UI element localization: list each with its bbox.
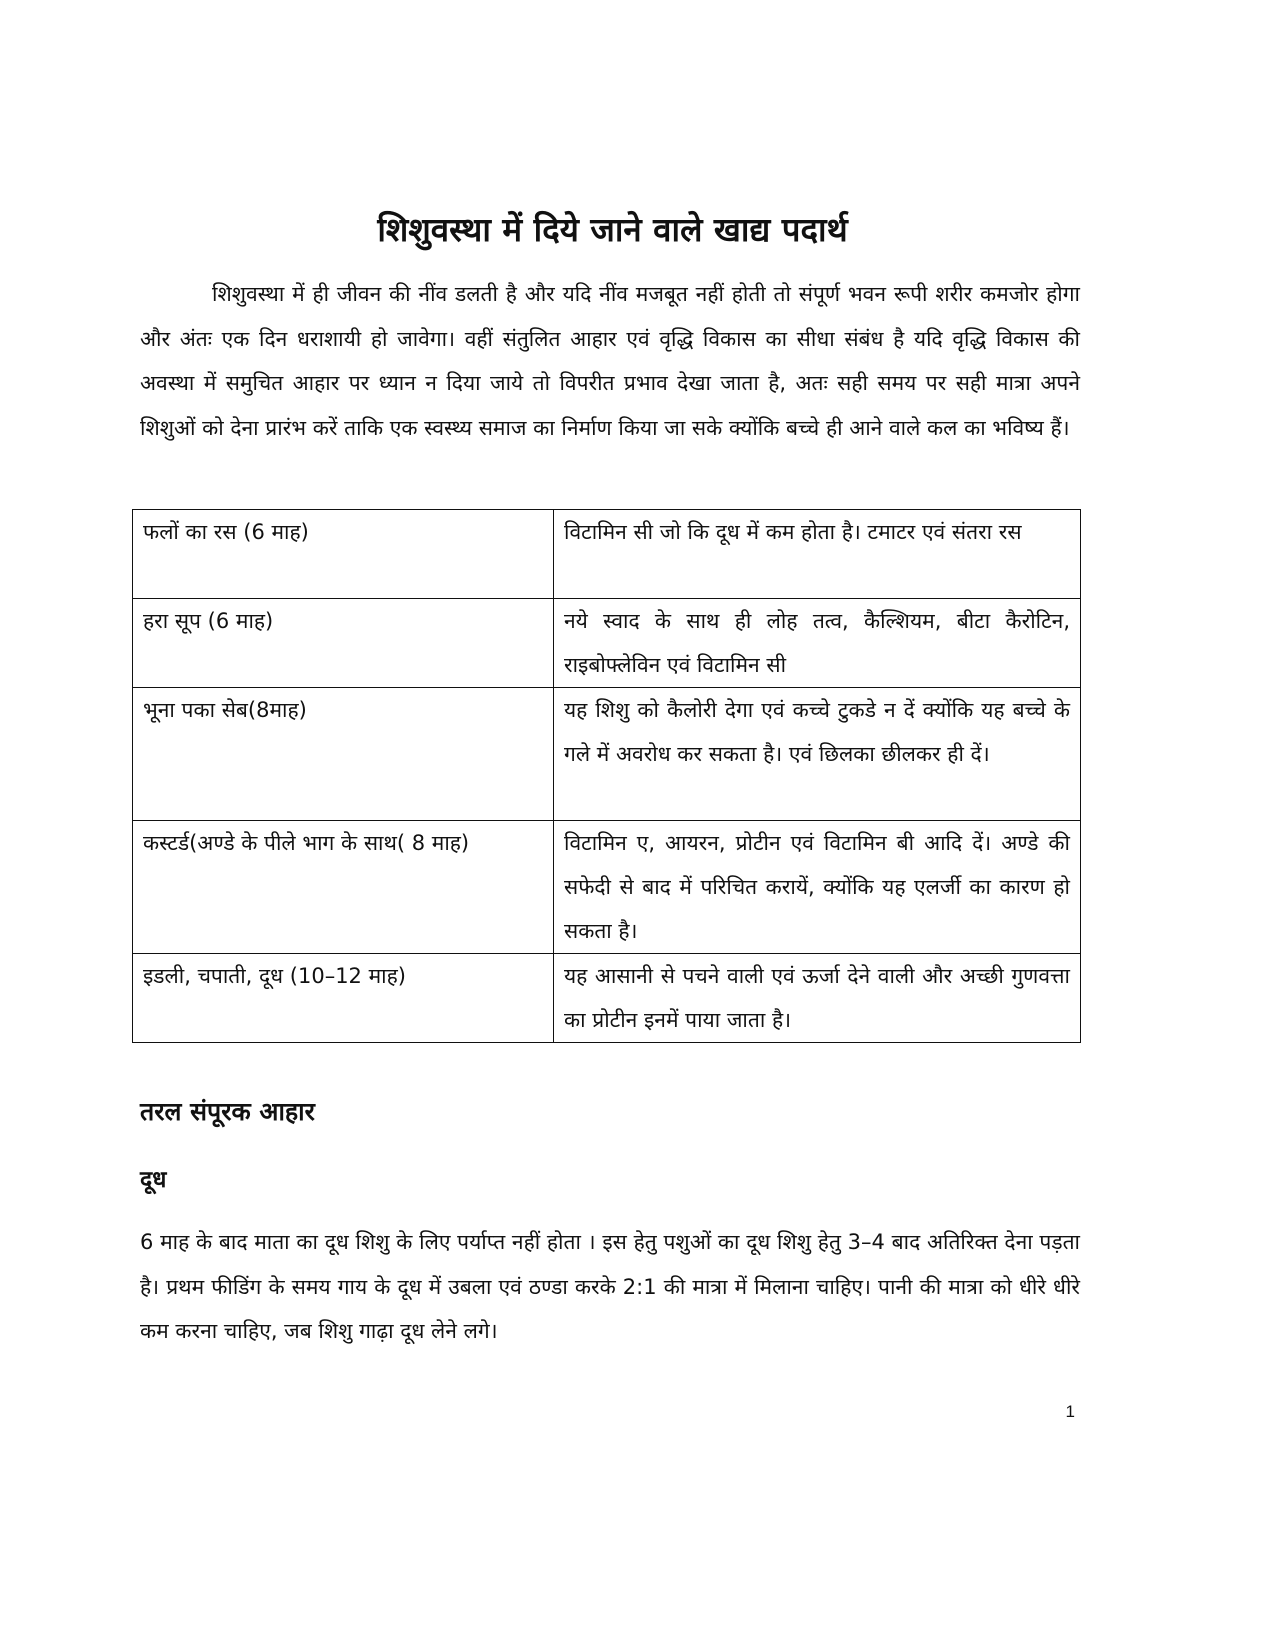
food-description-cell: विटामिन सी जो कि दूध में कम होता है। टमाटर एवं संतरा रस (554, 510, 1081, 599)
table-row (133, 688, 1081, 821)
page-title: शिशुवस्था में दिये जाने वाले खाद्य पदार्थ (377, 210, 848, 249)
food-item-cell: इडली, चपाती, दूध (10–12 माह) (133, 954, 554, 1043)
food-item-cell: हरा सूप (6 माह) (133, 599, 554, 688)
food-description-cell: विटामिन ए, आयरन, प्रोटीन एवं विटामिन बी आदि दें। अण्डे की सफेदी से बाद में परिचित करायें, क्योंकि यह एलर्जी का कारण हो सकता है। (554, 821, 1081, 954)
subsection-heading: दूध (140, 1167, 167, 1193)
page-number: 1 (1065, 1402, 1075, 1421)
table-row (133, 821, 1081, 954)
milk-paragraph: 6 माह के बाद माता का दूध शिशु के लिए पर्याप्त नहीं होता । इस हेतु पशुओं का दूध शिशु हेतु 3–4 बाद अतिरिक्त देना पड़ता है। प्रथम फीडिंग के समय गाय के दूध में उबला एवं ठण्डा करके 2:1 की मात्रा में मिलाना चाहिए। पानी की मात्रा को धीरे धीरे कम करना चाहिए, जब शिशु गाढ़ा दूध लेने लगे। (140, 1230, 1080, 1343)
food-description-cell: नये स्वाद के साथ ही लोह तत्व, कैल्शियम, बीटा कैरोटिन, राइबोफ्लेविन एवं विटामिन सी (554, 599, 1081, 688)
intro-paragraph: शिशुवस्था में ही जीवन की नींव डलती है और यदि नींव मजबूत नहीं होती तो संपूर्ण भवन रूपी शरीर कमजोर होगा और अंतः एक दिन धराशायी हो जावेगा। वहीं संतुलित आहार एवं वृद्धि विकास का सीधा संबंध है यदि वृद्धि विकास की अवस्था में समुचित आहार पर ध्यान न दिया जाये तो विपरीत प्रभाव देखा जाता है, अतः सही समय पर सही मात्रा अपने शिशुओं को देना प्रारंभ करें ताकि एक स्वस्थ्य समाज का निर्माण किया जा सके क्योंकि बच्चे ही आने वाले कल का भविष्य हैं। (140, 282, 1080, 440)
table-row (133, 510, 1081, 599)
section-heading: तरल संपूरक आहार (140, 1097, 315, 1126)
food-description-cell: यह शिशु को कैलोरी देगा एवं कच्चे टुकडे न दें क्योंकि यह बच्चे के गले में अवरोध कर सकता है। एवं छिलका छीलकर ही दें। (554, 688, 1081, 821)
food-item-cell: फलों का रस (6 माह) (133, 510, 554, 599)
food-item-cell: कस्टर्ड(अण्डे के पीले भाग के साथ( 8 माह) (133, 821, 554, 954)
table-row (133, 599, 1081, 688)
food-table (132, 509, 1081, 1043)
food-description-cell: यह आसानी से पचने वाली एवं ऊर्जा देने वाली और अच्छी गुणवत्ता का प्रोटीन इनमें पाया जाता है। (554, 954, 1081, 1043)
food-item-cell: भूना पका सेब(8माह) (133, 688, 554, 821)
table-row (133, 954, 1081, 1043)
